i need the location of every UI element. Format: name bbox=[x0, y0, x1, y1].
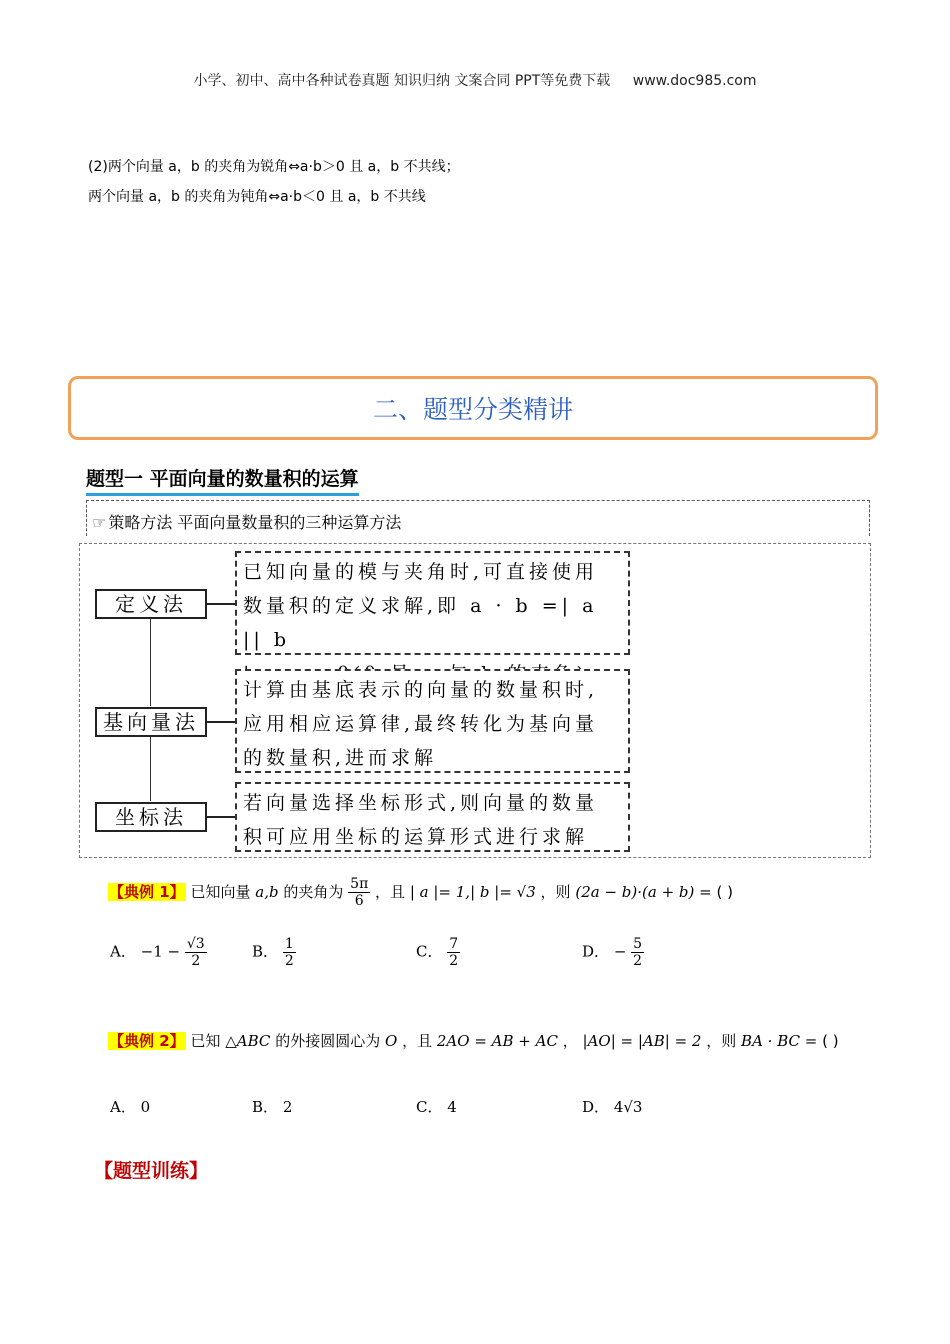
option-letter: A． bbox=[110, 1098, 136, 1116]
option-letter: D． bbox=[582, 942, 610, 961]
example-1-option-b[interactable] bbox=[252, 936, 296, 969]
q-text: 已知向量 bbox=[190, 883, 251, 901]
example-1-option-a[interactable] bbox=[110, 936, 207, 969]
q-math: |AO| = |AB| = 2 bbox=[582, 1032, 702, 1050]
q-text: 的外接圆圆心为 bbox=[275, 1032, 381, 1050]
q-math: | a |= 1,| b |= √3 bbox=[409, 883, 536, 901]
option-letter: D． bbox=[582, 1098, 610, 1116]
frac-num: √3 bbox=[186, 936, 205, 952]
answer-bracket: ( ) bbox=[716, 883, 733, 901]
example-1-question bbox=[108, 876, 733, 909]
option-fraction bbox=[447, 936, 460, 969]
q-text: ，则 bbox=[540, 883, 571, 901]
option-prefix: − bbox=[613, 942, 627, 961]
example-2-label: 【典例 2】 bbox=[109, 1032, 185, 1050]
example-2-option-b[interactable] bbox=[252, 1096, 292, 1117]
desc-line: 应用相应运算律,最终转化为基向量 bbox=[243, 713, 599, 735]
desc-line: 已知向量的模与夹角时,可直接使用 bbox=[243, 561, 599, 583]
method-box-basis: 基向量法 bbox=[95, 707, 207, 737]
page-header bbox=[0, 70, 950, 90]
q-text: ，且 bbox=[375, 883, 406, 901]
header-text: 小学、初中、高中各种试卷真题 知识归纳 文案合同 PPT等免费下载 bbox=[193, 73, 611, 89]
training-heading: 【题型训练】 bbox=[94, 1160, 209, 1182]
banner-title: 二、题型分类精讲 bbox=[372, 395, 573, 424]
option-letter: C． bbox=[416, 942, 443, 961]
option-value: 0 bbox=[140, 1098, 151, 1116]
q-text: ，则 bbox=[706, 1032, 737, 1050]
method-desc-definition bbox=[235, 551, 630, 655]
q-math: (2a − b)·(a + b) = bbox=[575, 883, 712, 901]
q-text: 已知 bbox=[190, 1032, 221, 1050]
q-math: △ABC bbox=[225, 1032, 271, 1050]
strategy-heading bbox=[92, 510, 401, 533]
option-prefix: −1 − bbox=[140, 942, 181, 961]
frac-num: 5π bbox=[350, 876, 369, 892]
note-line-2: 两个向量 a，b 的夹角为钝角⇔a·b＜0 且 a，b 不共线 bbox=[88, 189, 426, 205]
desc-line: 积可应用坐标的运算形式进行求解 bbox=[243, 826, 589, 848]
option-letter: A． bbox=[110, 942, 136, 961]
desc-line: 计算由基底表示的向量的数量积时, bbox=[243, 679, 599, 701]
example-2-option-a[interactable] bbox=[110, 1096, 150, 1117]
connector-line bbox=[207, 816, 235, 818]
method-box-coordinate: 坐标法 bbox=[95, 802, 207, 832]
example-1-option-c[interactable] bbox=[416, 936, 460, 969]
desc-line: 数量积的定义求解,即 a · b =| a || b bbox=[243, 595, 598, 651]
note-line-1: (2)两个向量 a，b 的夹角为锐角⇔a·b＞0 且 a，b 不共线； bbox=[88, 159, 460, 175]
q-math: a,b bbox=[255, 883, 279, 901]
section-banner bbox=[68, 376, 878, 440]
frac-den: 6 bbox=[354, 893, 364, 909]
frac-num: 1 bbox=[284, 936, 294, 952]
option-value: 4 bbox=[447, 1098, 457, 1116]
example-2-question bbox=[108, 1030, 839, 1051]
option-fraction bbox=[185, 936, 207, 969]
option-value: 2 bbox=[282, 1098, 293, 1116]
option-letter: B． bbox=[252, 942, 279, 961]
example-2-option-d[interactable] bbox=[582, 1096, 642, 1117]
q-text: ，且 bbox=[402, 1032, 433, 1050]
option-letter: C． bbox=[416, 1098, 443, 1116]
q-math: BA · BC = bbox=[741, 1032, 818, 1050]
option-letter: B． bbox=[252, 1098, 279, 1116]
example-1-label: 【典例 1】 bbox=[109, 883, 185, 901]
strategy-title: 策略方法 平面向量数量积的三种运算方法 bbox=[108, 513, 402, 532]
q-text: ， bbox=[562, 1032, 578, 1050]
frac-den: 2 bbox=[191, 953, 201, 969]
example-1-option-d[interactable] bbox=[582, 936, 644, 969]
section-title: 题型一 平面向量的数量积的运算 bbox=[86, 464, 359, 496]
q-text: 的夹角为 bbox=[283, 883, 344, 901]
answer-bracket: ( ) bbox=[822, 1032, 839, 1050]
option-fraction bbox=[283, 936, 296, 969]
method-desc-coordinate bbox=[235, 782, 630, 852]
angle-fraction bbox=[348, 876, 370, 909]
connector-line bbox=[207, 603, 235, 605]
method-box-definition: 定义法 bbox=[95, 589, 207, 619]
frac-den: 2 bbox=[284, 953, 294, 969]
frac-num: 7 bbox=[449, 936, 459, 952]
connector-line bbox=[150, 618, 151, 706]
q-math: O bbox=[384, 1032, 398, 1050]
option-fraction bbox=[631, 936, 644, 969]
frac-den: 2 bbox=[633, 953, 643, 969]
connector-line bbox=[207, 721, 235, 723]
frac-den: 2 bbox=[449, 953, 459, 969]
pointing-hand-icon: ☞ bbox=[92, 513, 107, 532]
example-2-option-c[interactable] bbox=[416, 1096, 457, 1117]
option-value: 4√3 bbox=[613, 1098, 643, 1116]
q-math: 2AO = AB + AC bbox=[436, 1032, 558, 1050]
frac-num: 5 bbox=[633, 936, 643, 952]
desc-line: 若向量选择坐标形式,则向量的数量 bbox=[243, 792, 599, 814]
method-desc-basis bbox=[235, 669, 630, 773]
header-url[interactable]: www.doc985.com bbox=[632, 73, 757, 89]
connector-line bbox=[150, 737, 151, 801]
desc-line: 的数量积,进而求解 bbox=[243, 747, 438, 769]
